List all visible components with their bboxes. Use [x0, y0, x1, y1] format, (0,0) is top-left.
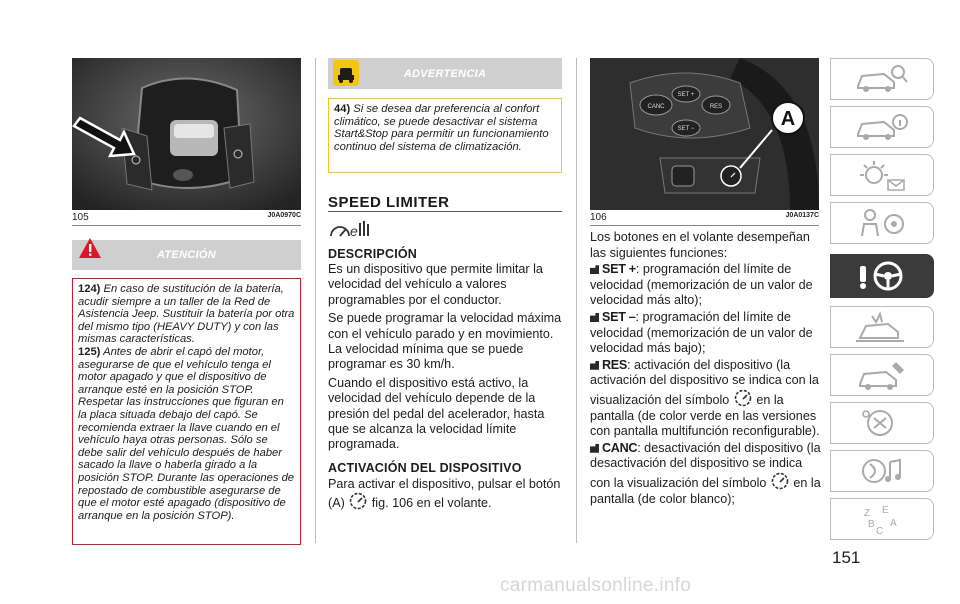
- caution-text: Si se desea dar preferencia al confort climático, se puede desactivar el sistema Start&Stop para permitir un funcionamiento continuo del sistema de climatización.: [334, 103, 549, 153]
- caption-divider: [590, 225, 819, 226]
- steering-wheel-controls-illustration: [590, 58, 819, 210]
- sidebar-item-maintenance[interactable]: [830, 202, 934, 244]
- figure-reference: fig. 106 en el volante.: [371, 496, 492, 511]
- intro-paragraph: Los botones en el volante desempeñan las siguientes funciones:: [590, 230, 810, 260]
- accident-icon: [852, 310, 912, 344]
- item-text: Antes de abrir el capó del motor, asegurarse de que el vehículo tenga el motor apagado y que el dispositivo de arranque esté en la posición STOP. Respetar las instrucciones que figuran en la placa situada debajo del capó. Se recomienda extraer la llave cuando en el vehículo haya otras personas. Sólo se debe salir del vehículo después de haber sacado la llave o haberla girado a la posición STOP. Durante las operaciones de repostado de combustible asegurarse de que el motor esté apagado (dispositivo de arranque en la posición STOP).: [78, 345, 295, 522]
- tech-data-icon: [852, 406, 912, 440]
- figure-106-caption: [590, 212, 819, 223]
- item-number: 124): [78, 283, 101, 295]
- watermark: carmanualsonline.info: [500, 575, 692, 596]
- column-divider-1: [315, 58, 316, 543]
- svg-text:B: B: [868, 519, 875, 530]
- caution-header: [328, 58, 562, 89]
- sidebar-item-warning-lights[interactable]: [830, 154, 934, 196]
- bullet-icon: [590, 444, 599, 453]
- svg-text:A: A: [890, 518, 897, 529]
- figure-105-caption: [72, 212, 301, 223]
- section-underline: [328, 211, 562, 212]
- button-key: SET +: [602, 262, 636, 277]
- bullet-canc: [590, 441, 822, 507]
- warning-header: [72, 240, 301, 270]
- subsection-activation: ACTIVACIÓN DEL DISPOSITIVO: [328, 461, 522, 475]
- button-label-res: RES: [709, 104, 723, 110]
- warning-item: [78, 346, 295, 522]
- svg-text:Z: Z: [864, 508, 871, 519]
- bullet-res: [590, 358, 822, 440]
- bullet-text: : desactivación del dispositivo (la desactivación del dispositivo se indica con la visualización del símbolo: [590, 440, 821, 490]
- activation-text: [328, 477, 566, 515]
- paragraph: Cuando el dispositivo está activo, la velocidad del vehículo depende de la presión del pedal del acelerador, hasta que se alcanza la velocidad límite programada.: [328, 375, 545, 452]
- bullet-text: en la pantalla (de color verde en las versiones con pantalla multifunción reconfigurable).: [590, 392, 820, 439]
- svg-text:e: e: [350, 223, 358, 239]
- sidebar-item-servicing[interactable]: [830, 354, 934, 396]
- callout-a: A: [780, 108, 796, 130]
- sidebar-item-technical-data[interactable]: [830, 402, 934, 444]
- sidebar-item-driving[interactable]: [830, 254, 934, 298]
- bullet-text: : activación del dispositivo (la activación del dispositivo se indica con la visualización del símbolo: [590, 357, 819, 407]
- warning-box: [72, 278, 301, 545]
- sidebar-item-multimedia[interactable]: [830, 450, 934, 492]
- bullet-set-minus: [590, 310, 822, 357]
- warning-triangle-icon: [78, 237, 102, 259]
- column-divider-2: [576, 58, 577, 543]
- paragraph: Es un dispositivo que permite limitar la velocidad del vehículo a valores programables por el conductor.: [328, 262, 543, 307]
- button-label-set-plus: SET +: [677, 92, 695, 98]
- svg-text:E: E: [882, 505, 889, 516]
- item-number: 125): [78, 345, 101, 358]
- maintenance-icon: [852, 206, 912, 240]
- index-icon: [852, 502, 912, 536]
- button-label-set-minus: SET −: [677, 126, 695, 132]
- car-info-icon: [852, 110, 912, 144]
- figure-106-photo: [590, 58, 819, 210]
- button-key: CANC: [602, 440, 638, 455]
- button-key: RES: [602, 357, 627, 372]
- figure-code: J0A0970C: [267, 212, 301, 219]
- caution-icon: [333, 60, 359, 86]
- button-label-canc: CANC: [647, 104, 665, 110]
- description-text: [328, 262, 566, 456]
- figure-number: 106: [590, 212, 607, 223]
- bullet-text: : programación del límite de velocidad (memorización de un valor de velocidad más bajo);: [590, 309, 813, 356]
- section-title: SPEED LIMITER: [328, 194, 450, 211]
- figure-code: J0A0137C: [785, 212, 819, 219]
- bullet-text: en la pantalla (de color blanco);: [590, 475, 821, 506]
- bullet-icon: [590, 361, 599, 370]
- sidebar-item-vehicle-knowledge[interactable]: [830, 58, 934, 100]
- caution-number: 44): [334, 103, 351, 115]
- page-number: 151: [832, 548, 861, 567]
- warning-title: ATENCIÓN: [156, 249, 217, 261]
- car-search-icon: [852, 62, 912, 96]
- bullet-set-plus: [590, 262, 822, 309]
- caption-divider: [72, 225, 301, 226]
- service-icon: [852, 358, 912, 392]
- hood-release-illustration: [72, 58, 301, 210]
- bullet-icon: [590, 313, 599, 322]
- warning-light-icon: [852, 158, 912, 192]
- caution-title: ADVERTENCIA: [403, 67, 487, 80]
- speed-limiter-icon: [328, 218, 372, 240]
- speed-limiter-symbol-icon: [770, 472, 790, 490]
- bullet-icon: [590, 265, 599, 274]
- speed-limiter-symbol-icon: [733, 389, 753, 407]
- warning-item: [78, 283, 295, 346]
- caution-box: [328, 98, 562, 173]
- paragraph: Se puede programar la velocidad máxima con el vehículo parado y en movimiento. La velocidad mínima que se puede programar es 30 km/h.: [328, 311, 562, 372]
- subsection-description: DESCRIPCIÓN: [328, 247, 418, 261]
- item-text: En caso de sustitución de la batería, acudir siempre a un taller de la Red de Asistencia Jeep. Sustituir la batería por otra del mismo tipo (HEAVY DUTY) y con las mismas características.: [78, 283, 295, 346]
- steering-wheel-icon: [852, 258, 912, 294]
- svg-text:C: C: [876, 526, 884, 536]
- multimedia-icon: [852, 454, 912, 488]
- figure-105-photo: [72, 58, 301, 210]
- paragraph: Para activar el dispositivo, pulsar el botón (A): [328, 477, 561, 511]
- button-functions-text: [590, 230, 822, 507]
- button-key: SET –: [602, 309, 636, 324]
- sidebar-item-emergency[interactable]: [830, 306, 934, 348]
- bullet-text: : programación del límite de velocidad (memorización de un valor de velocidad más alto);: [590, 262, 813, 308]
- sidebar-item-index[interactable]: [830, 498, 934, 540]
- figure-number: 105: [72, 212, 89, 223]
- sidebar-item-safety[interactable]: [830, 106, 934, 148]
- speed-limiter-button-icon: [348, 492, 368, 510]
